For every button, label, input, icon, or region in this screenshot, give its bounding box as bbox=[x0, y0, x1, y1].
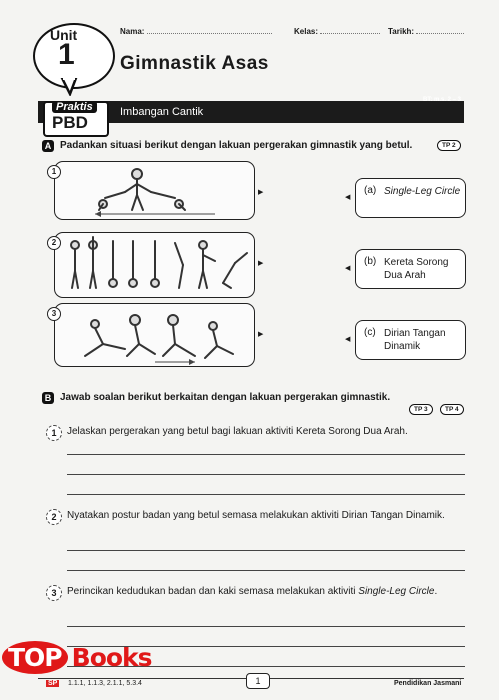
class-label: Kelas: bbox=[294, 27, 319, 36]
arrow-right-icon: ▶ bbox=[258, 189, 264, 196]
arrow-left-icon: ◀ bbox=[345, 265, 351, 272]
item-number-1: 1 bbox=[47, 165, 61, 179]
answer-text: Dirian Tangan Dinamik bbox=[384, 328, 446, 352]
sp-badge: SP bbox=[48, 680, 58, 687]
section-b-icon: B bbox=[42, 392, 54, 404]
arrow-right-icon: ▶ bbox=[258, 260, 264, 267]
unit-label: Unit bbox=[50, 27, 78, 43]
date-line bbox=[416, 25, 464, 34]
page-title: Gimnastik Asas bbox=[120, 53, 269, 74]
sp-codes: 1.1.1, 1.1.3, 2.1.1, 5.3.4 bbox=[68, 680, 142, 687]
handstand-sequence-illustration bbox=[55, 233, 254, 297]
watermark-books: Books bbox=[71, 643, 152, 672]
subject-name: Pendidikan Jasmani bbox=[394, 680, 462, 687]
item-number-2: 2 bbox=[47, 236, 61, 250]
tp-badge: TP 2 bbox=[437, 140, 461, 151]
praktis-label: Praktis bbox=[52, 101, 97, 113]
item-number-3: 3 bbox=[47, 307, 61, 321]
answer-label: (c) bbox=[364, 327, 376, 338]
question-2-text: Nyatakan postur badan yang betul semasa melakukan aktiviti Dirian Tangan Dinamik. bbox=[67, 510, 445, 521]
question-3-text-start: Perincikan kedudukan badan dan kaki semasa melakukan aktiviti bbox=[67, 586, 359, 597]
section-b-instruction: Jawab soalan berikut berkaitan dengan lakuan pergerakan gimnastik. bbox=[60, 392, 391, 403]
question-1-text: Jelaskan pergerakan yang betul bagi lakuan aktiviti Kereta Sorong Dua Arah. bbox=[67, 426, 408, 437]
answer-line[interactable] bbox=[67, 570, 465, 571]
answer-text: Kereta Sorong Dua Arah bbox=[384, 257, 449, 281]
watermark-top: TOP bbox=[2, 641, 68, 674]
tp-badge: TP 4 bbox=[440, 404, 464, 415]
name-label: Nama: bbox=[120, 27, 145, 36]
textbook-ref: BT: m.s. 2 – 3 bbox=[423, 97, 462, 103]
answer-line[interactable] bbox=[67, 474, 465, 475]
unit-number: 1 bbox=[58, 38, 75, 71]
arrow-left-icon: ◀ bbox=[345, 194, 351, 201]
pbd-label: PBD bbox=[52, 113, 88, 132]
question-number-2: 2 bbox=[46, 509, 62, 525]
question-3-text-italic: Single-Leg Circle bbox=[358, 586, 435, 597]
page-number: 1 bbox=[246, 673, 270, 689]
date-field bbox=[388, 25, 464, 36]
section-a-icon: A bbox=[42, 140, 54, 152]
tp-badge: TP 3 bbox=[409, 404, 433, 415]
question-3-text-end: . bbox=[434, 586, 438, 597]
answer-box-b bbox=[355, 249, 466, 289]
topbooks-watermark bbox=[2, 641, 152, 674]
answer-line[interactable] bbox=[67, 494, 465, 495]
arrow-left-icon: ◀ bbox=[345, 336, 351, 343]
picture-box-2 bbox=[54, 232, 255, 298]
picture-box-3 bbox=[54, 303, 255, 367]
question-number-3: 3 bbox=[46, 585, 62, 601]
answer-label: (a) bbox=[364, 185, 377, 196]
answer-line[interactable] bbox=[67, 626, 465, 627]
section-subtitle: Imbangan Cantik bbox=[120, 106, 204, 118]
section-a-instruction: Padankan situasi berikut dengan lakuan pergerakan gimnastik yang betul. bbox=[60, 140, 413, 151]
name-line bbox=[147, 25, 272, 34]
class-line bbox=[320, 25, 380, 34]
answer-box-a bbox=[355, 178, 466, 218]
date-label: Tarikh: bbox=[388, 27, 415, 36]
answer-text: Single-Leg Circle bbox=[384, 186, 461, 197]
answer-box-c bbox=[355, 320, 466, 360]
question-3-text bbox=[67, 584, 467, 599]
gymnast-pair-illustration bbox=[55, 162, 254, 219]
name-field bbox=[120, 25, 272, 36]
leg-circle-illustration bbox=[55, 304, 254, 366]
picture-box-1 bbox=[54, 161, 255, 220]
answer-line[interactable] bbox=[67, 454, 465, 455]
arrow-right-icon: ▶ bbox=[258, 331, 264, 338]
class-field bbox=[294, 25, 380, 36]
answer-label: (b) bbox=[364, 256, 377, 267]
question-number-1: 1 bbox=[46, 425, 62, 441]
bubble-tail-icon bbox=[60, 78, 80, 96]
answer-line[interactable] bbox=[67, 550, 465, 551]
